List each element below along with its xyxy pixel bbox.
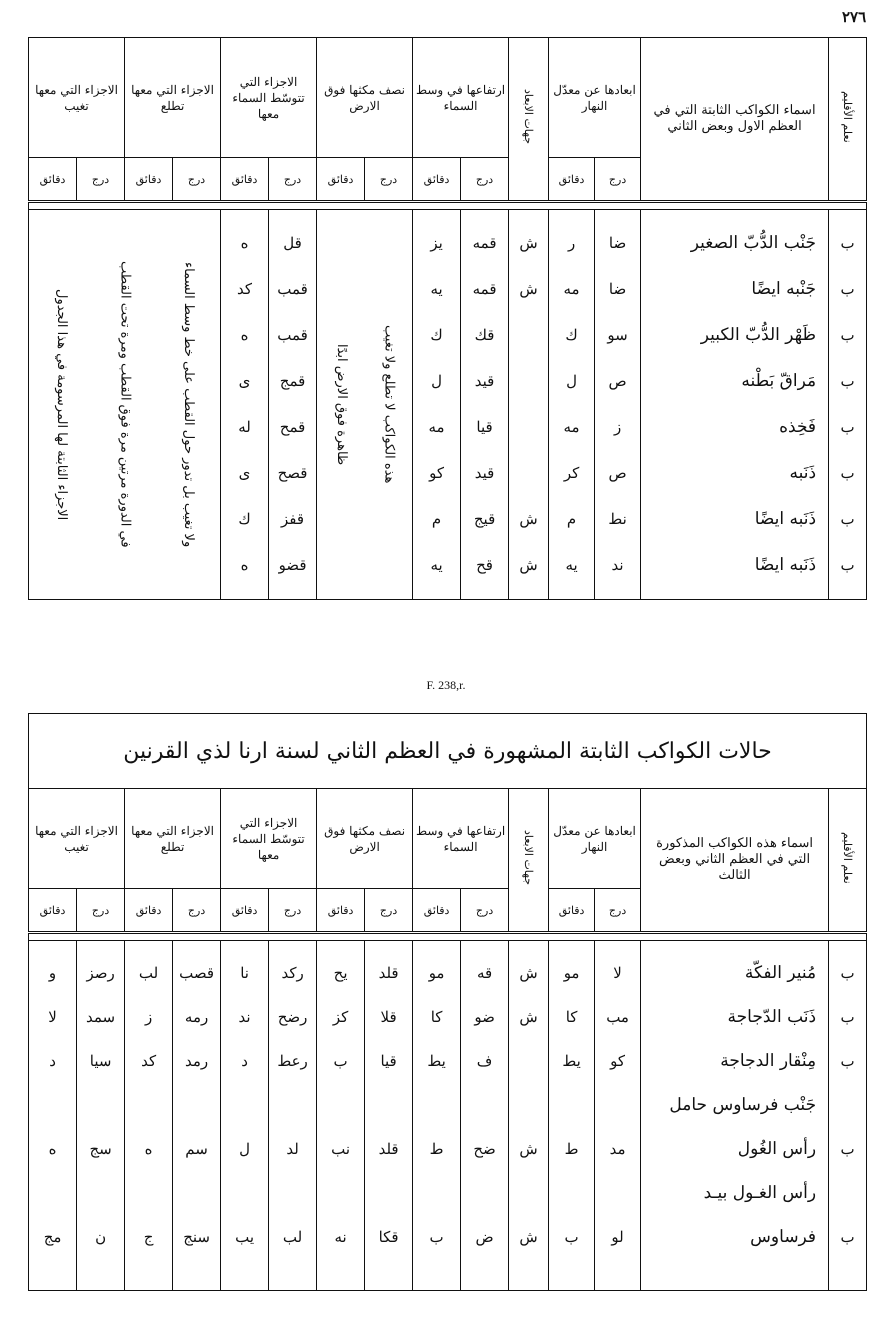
cell-name: مِنْقار الدجاجة <box>720 1051 817 1071</box>
header-half: نصف مكثها فوق الارض <box>317 789 413 889</box>
cell-name: فَخِذه <box>779 417 817 437</box>
cell-rise_d: سنج <box>183 1228 210 1246</box>
cell-set_m: مج <box>43 1228 62 1246</box>
cell-ilm <box>829 1083 866 1127</box>
cell-alt_d: ض <box>475 1228 494 1246</box>
folio-caption: F. 238,r. <box>426 678 466 692</box>
cell-rise_d: قصب <box>179 964 215 982</box>
cell-rise_m: ج <box>143 1228 154 1246</box>
cell-mid_m <box>221 1083 268 1127</box>
cell-name: فرساوس <box>750 1227 817 1247</box>
col-names <box>641 941 829 1291</box>
cell-dist_m: يط <box>562 1052 581 1070</box>
cell-half_d: قيا <box>380 1052 397 1070</box>
cell-alt_m: م <box>431 510 442 528</box>
header-ilm: نعلم الأقليم <box>829 38 867 202</box>
header-side: جهات الابعاد <box>509 789 549 933</box>
cell-dist_m: كر <box>563 464 580 482</box>
rise-set-note <box>29 210 221 600</box>
cell-mid_m: ل <box>239 1140 251 1158</box>
cell-rise_m <box>125 1171 172 1215</box>
cell-set_d: سمد <box>86 1008 116 1026</box>
cell-ilm: ب <box>840 326 855 344</box>
col-mid-m <box>221 941 269 1291</box>
cell-name: ذَنَبه ايضًا <box>754 555 817 575</box>
header-set: الاجزاء التي معها تغيب <box>29 38 125 158</box>
cell-mid_d: قمب <box>277 326 308 344</box>
col-mid-d <box>269 210 317 600</box>
cell-alt_m: يه <box>430 556 443 574</box>
cell-set_d: سيا <box>89 1052 112 1070</box>
col-side <box>509 941 549 1291</box>
cell-mid_m: د <box>241 1052 248 1070</box>
cell-name: ظَهْر الدُّبّ الكبير <box>700 325 817 345</box>
cell-set_m <box>29 1171 76 1215</box>
header-alt: ارتفاعها في وسط السماء <box>413 38 509 158</box>
cell-mid_m: ه <box>240 556 249 574</box>
cell-name: ذَنَبه ايضًا <box>754 509 817 529</box>
deg-label: درج <box>595 889 641 933</box>
cell-set_d: سج <box>89 1140 112 1158</box>
min-label: دقائق <box>413 158 461 202</box>
cell-ilm: ب <box>840 1228 855 1246</box>
cell-name: ذَنَب الدّجاجة <box>727 1007 817 1027</box>
cell-mid_d: قمب <box>277 280 308 298</box>
header-half: نصف مكثها فوق الارض <box>317 38 413 158</box>
header-mid: الاجزاء التي تتوسّط السماء معها <box>221 38 317 158</box>
col-rise-m <box>125 941 173 1291</box>
cell-dist_d: مب <box>606 1008 629 1026</box>
cell-alt_m <box>413 1083 460 1127</box>
cell-mid_m: ه <box>240 326 249 344</box>
cell-ilm: ب <box>840 280 855 298</box>
cell-set_d: رصز <box>86 964 115 982</box>
cell-half_d <box>365 1083 412 1127</box>
cell-half_m <box>317 1083 364 1127</box>
cell-mid_d <box>269 1171 316 1215</box>
min-label: دقائق <box>125 889 173 933</box>
cell-alt_m: كا <box>430 1008 443 1026</box>
cell-dist_m: ط <box>564 1140 579 1158</box>
cell-mid_m: ى <box>238 464 251 482</box>
cell-ilm: ب <box>840 510 855 528</box>
cell-mid_d <box>269 1083 316 1127</box>
cell-mid_m: ك <box>238 510 251 528</box>
cell-dist_m <box>549 1083 594 1127</box>
cell-ilm: ب <box>840 556 855 574</box>
cell-mid_m: ند <box>238 1008 251 1026</box>
cell-name: مُنير الفكّة <box>744 963 817 983</box>
col-ilm <box>829 941 867 1291</box>
cell-set_d <box>77 1171 124 1215</box>
cell-mid_m: يب <box>235 1228 255 1246</box>
col-ilm <box>829 210 867 600</box>
cell-mid_d: رعط <box>277 1052 308 1070</box>
rs-note-line: ولا تغيب بل تدور حول القطب على خط وسط السماء <box>181 261 197 548</box>
header-set: الاجزاء التي معها تغيب <box>29 789 125 889</box>
cell-rise_d <box>173 1083 220 1127</box>
cell-ilm: ب <box>840 1052 855 1070</box>
cell-rise_m: كد <box>141 1052 157 1070</box>
cell-alt_m: يه <box>430 280 443 298</box>
cell-alt_m: ك <box>430 326 443 344</box>
header-rise: الاجزاء التي معها تطلع <box>125 789 221 889</box>
deg-label: درج <box>77 889 125 933</box>
cell-dist_d: ضا <box>608 234 627 252</box>
cell-half_d: قكا <box>378 1228 399 1246</box>
cell-dist_d <box>595 1171 640 1215</box>
deg-label: درج <box>269 889 317 933</box>
col-half-d <box>365 941 413 1291</box>
cell-alt_m: ب <box>429 1228 444 1246</box>
star-table-2 <box>28 713 867 1291</box>
header-dist: ابعادها عن معدّل النهار <box>549 38 641 158</box>
header-rise: الاجزاء التي معها تطلع <box>125 38 221 158</box>
cell-alt_d: قيد <box>474 464 495 482</box>
deg-label: درج <box>365 889 413 933</box>
min-label: دقائق <box>317 889 365 933</box>
min-label: دقائق <box>549 158 595 202</box>
col-rise-d <box>173 941 221 1291</box>
cell-mid_d: رضح <box>277 1008 308 1026</box>
cell-mid_m <box>221 1171 268 1215</box>
cell-set_m: لا <box>48 1008 57 1026</box>
cell-alt_m: مو <box>428 964 445 982</box>
cell-set_d: ن <box>95 1228 107 1246</box>
cell-side: ش <box>519 234 538 252</box>
min-label: دقائق <box>221 889 269 933</box>
cell-mid_m: له <box>238 418 251 436</box>
cell-half_m <box>317 1171 364 1215</box>
col-mid-d <box>269 941 317 1291</box>
header-dist: ابعادها عن معدّل النهار <box>549 789 641 889</box>
cell-half_d: قلد <box>378 964 399 982</box>
cell-mid_m: كد <box>237 280 253 298</box>
cell-mid_d: قفز <box>281 510 305 528</box>
cell-half_m: ب <box>333 1052 348 1070</box>
min-label: دقائق <box>549 889 595 933</box>
cell-dist_m: مه <box>563 418 580 436</box>
cell-alt_d: قه <box>476 964 493 982</box>
cell-alt_d: قيد <box>474 372 495 390</box>
col-alt-m <box>413 210 461 600</box>
cell-alt_d: ف <box>476 1052 493 1070</box>
cell-side <box>509 1039 548 1083</box>
cell-dist_m: ك <box>565 326 578 344</box>
table-title: حالات الكواكب الثابتة المشهورة في العظم الثاني لسنة ارنا لذي القرنين <box>29 714 867 789</box>
cell-mid_d: قمح <box>279 418 306 436</box>
rs-note-line: في الدورة مرتين مرة فوق القطب ومرة تحت القطب <box>117 261 133 548</box>
cell-mid_m: ى <box>238 372 251 390</box>
col-mid-m <box>221 210 269 600</box>
page-number: ٢٧٦ <box>842 8 867 26</box>
cell-alt_d: قيا <box>476 418 493 436</box>
cell-ilm: ب <box>840 1140 855 1158</box>
col-alt-d <box>461 941 509 1291</box>
cell-mid_d: قمج <box>279 372 306 390</box>
cell-side: ش <box>519 964 538 982</box>
cell-side: ش <box>519 1008 538 1026</box>
cell-alt_d: ضح <box>473 1140 496 1158</box>
cell-ilm: ب <box>840 1008 855 1026</box>
cell-dist_d: ضا <box>608 280 627 298</box>
cell-name: مَراقّ بَطْنه <box>741 371 817 391</box>
deg-label: درج <box>77 158 125 202</box>
rs-note-line: الاجزاء الثابتة لها المرسومة في هذا الجدول <box>53 288 69 521</box>
cell-rise_d: سم <box>185 1140 208 1158</box>
cell-set_m: ه <box>48 1140 57 1158</box>
cell-side <box>509 450 548 496</box>
cell-half_d <box>365 1171 412 1215</box>
col-dist-m <box>549 210 595 600</box>
cell-dist_m: ل <box>566 372 578 390</box>
cell-alt_d: ضو <box>474 1008 495 1026</box>
cell-alt_d: قيج <box>473 510 496 528</box>
cell-dist_m: م <box>566 510 577 528</box>
cell-rise_d: رمد <box>185 1052 209 1070</box>
cell-dist_m: مه <box>563 280 580 298</box>
half-note-line: ظاهرة فوق الارض ابدًا <box>333 343 349 466</box>
cell-mid_d: ركد <box>281 964 304 982</box>
cell-dist_d <box>595 1083 640 1127</box>
col-alt-m <box>413 941 461 1291</box>
cell-mid_m: ه <box>240 234 249 252</box>
cell-alt_m: يز <box>430 234 443 252</box>
col-set-m <box>29 941 77 1291</box>
cell-rise_d <box>173 1171 220 1215</box>
min-label: دقائق <box>413 889 461 933</box>
cell-dist_d: لو <box>611 1228 624 1246</box>
cell-half_d: قلا <box>380 1008 397 1026</box>
cell-set_d <box>77 1083 124 1127</box>
cell-ilm: ب <box>840 234 855 252</box>
deg-label: درج <box>269 158 317 202</box>
cell-dist_d: ص <box>608 464 627 482</box>
cell-rise_m <box>125 1083 172 1127</box>
cell-name: جَنْب الدُّبّ الصغير <box>690 233 817 253</box>
cell-dist_d: نط <box>608 510 627 528</box>
cell-name: جَنْبه ايضًا <box>751 279 817 299</box>
cell-name: جَنْب فرساوس حامل <box>669 1095 817 1115</box>
col-set-d <box>77 941 125 1291</box>
cell-side: ش <box>519 1140 538 1158</box>
cell-dist_d: كو <box>610 1052 626 1070</box>
cell-side <box>509 312 548 358</box>
col-dist-m <box>549 941 595 1291</box>
cell-alt_m: ل <box>431 372 442 390</box>
cell-half_d: قلد <box>378 1140 399 1158</box>
col-side <box>509 210 549 600</box>
cell-alt_m: كو <box>429 464 444 482</box>
min-label: دقائق <box>29 158 77 202</box>
cell-alt_d: قمه <box>472 280 497 298</box>
cell-dist_d: لا <box>613 964 622 982</box>
cell-alt_d <box>461 1171 508 1215</box>
cell-name: رأس الغـول بيـد <box>703 1183 817 1203</box>
cell-ilm <box>829 1171 866 1215</box>
cell-side: ش <box>519 556 538 574</box>
deg-label: درج <box>461 158 509 202</box>
header-side: جهات الابعاد <box>509 38 549 202</box>
deg-label: درج <box>365 158 413 202</box>
star-table-1 <box>28 37 867 600</box>
cell-name: رأس الغُول <box>737 1139 817 1159</box>
cell-side <box>509 404 548 450</box>
cell-half_m: كز <box>332 1008 349 1026</box>
cell-mid_d: لب <box>282 1228 303 1246</box>
cell-side: ش <box>519 1228 538 1246</box>
header-ilm: نعلم الأقليم <box>829 789 867 933</box>
cell-dist_d: ند <box>611 556 624 574</box>
cell-ilm: ب <box>840 964 855 982</box>
header-alt: ارتفاعها في وسط السماء <box>413 789 509 889</box>
min-label: دقائق <box>221 158 269 202</box>
cell-ilm: ب <box>840 372 855 390</box>
min-label: دقائق <box>125 158 173 202</box>
cell-rise_m: ز <box>144 1008 153 1026</box>
cell-ilm: ب <box>840 418 855 436</box>
deg-label: درج <box>461 889 509 933</box>
cell-alt_m <box>413 1171 460 1215</box>
cell-side <box>509 1171 548 1215</box>
cell-dist_d: ز <box>613 418 622 436</box>
cell-mid_d: لد <box>286 1140 299 1158</box>
cell-mid_m: نا <box>240 964 249 982</box>
col-alt-d <box>461 210 509 600</box>
cell-half_m: يح <box>333 964 348 982</box>
cell-dist_d: مد <box>609 1140 626 1158</box>
cell-dist_m: ب <box>564 1228 579 1246</box>
deg-label: درج <box>173 158 221 202</box>
cell-alt_d <box>461 1083 508 1127</box>
cell-side: ش <box>519 510 538 528</box>
deg-label: درج <box>595 158 641 202</box>
cell-mid_d: قضو <box>278 556 307 574</box>
cell-alt_m: مه <box>428 418 445 436</box>
cell-set_m: د <box>49 1052 56 1070</box>
cell-dist_m: كا <box>565 1008 578 1026</box>
cell-set_m <box>29 1083 76 1127</box>
header-mid: الاجزاء التي تتوسّط السماء معها <box>221 789 317 889</box>
cell-set_m: و <box>48 964 57 982</box>
cell-side <box>509 358 548 404</box>
cell-dist_m: يه <box>565 556 578 574</box>
cell-alt_d: قمه <box>472 234 497 252</box>
col-half-m <box>317 941 365 1291</box>
cell-alt_m: يط <box>427 1052 446 1070</box>
cell-dist_d: ص <box>608 372 627 390</box>
col-names <box>641 210 829 600</box>
half-note-line: هذه الكواكب لا تطلع ولا تغيب <box>381 325 397 484</box>
cell-alt_d: قك <box>474 326 495 344</box>
cell-dist_m <box>549 1171 594 1215</box>
cell-alt_d: قح <box>476 556 493 574</box>
cell-rise_m: ه <box>144 1140 153 1158</box>
cell-half_m: نب <box>331 1140 351 1158</box>
cell-half_m: نه <box>334 1228 347 1246</box>
cell-side <box>509 1083 548 1127</box>
half-note <box>317 210 413 600</box>
col-dist-d <box>595 941 641 1291</box>
min-label: دقائق <box>317 158 365 202</box>
cell-mid_d: قصح <box>277 464 308 482</box>
col-dist-d <box>595 210 641 600</box>
min-label: دقائق <box>29 889 77 933</box>
cell-rise_d: رمه <box>184 1008 209 1026</box>
cell-rise_m: لب <box>138 964 159 982</box>
cell-alt_m: ط <box>429 1140 444 1158</box>
cell-dist_d: سو <box>607 326 628 344</box>
cell-ilm: ب <box>840 464 855 482</box>
header-names: اسماء الكواكب الثابتة التي في العظم الاول وبعض الثاني <box>641 38 829 202</box>
cell-dist_m: مو <box>563 964 580 982</box>
cell-name: ذَنَبه <box>789 463 817 483</box>
deg-label: درج <box>173 889 221 933</box>
cell-mid_d: قل <box>283 234 302 252</box>
header-names: اسماء هذه الكواكب المذكورة التي في العظم الثاني وبعض الثالث <box>641 789 829 933</box>
cell-side: ش <box>519 280 538 298</box>
cell-dist_m: ر <box>567 234 576 252</box>
